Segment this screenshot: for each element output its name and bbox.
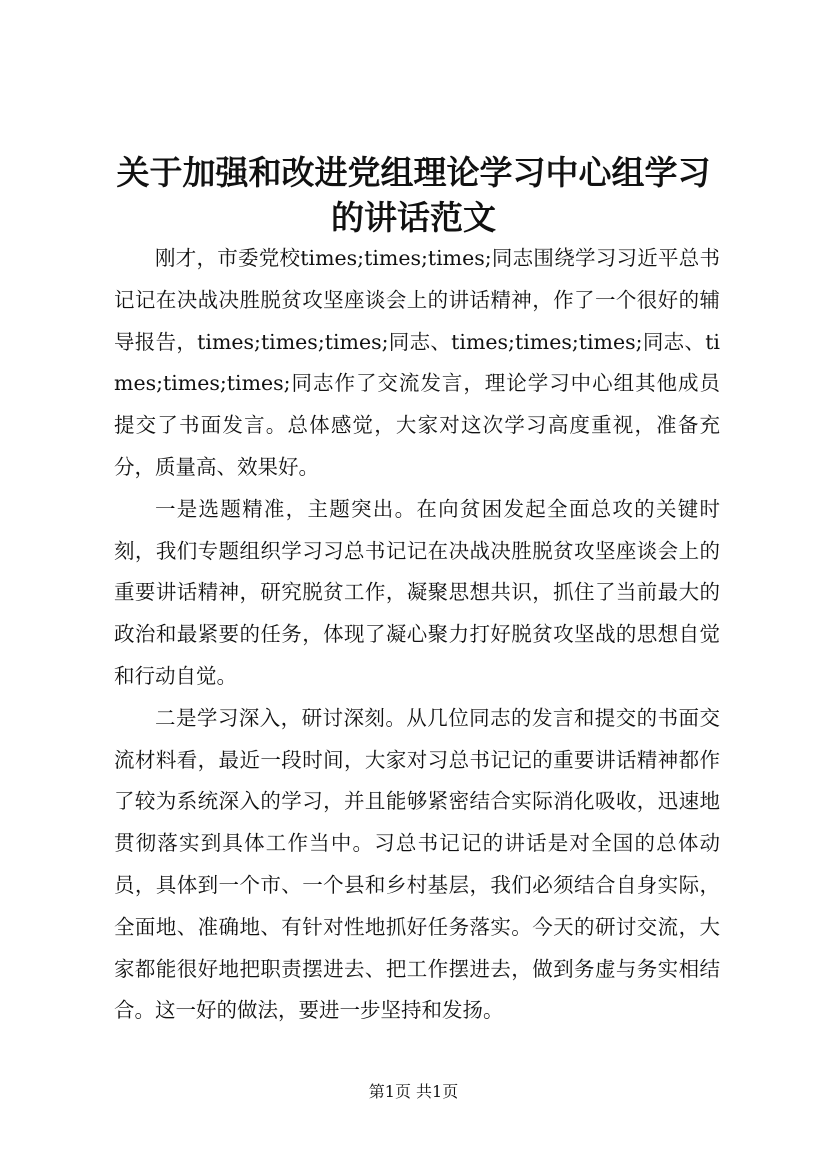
paragraph-2: 一是选题精准，主题突出。在向贫困发起全面总攻的关键时刻，我们专题组织学习习总书记记在决战决胜脱贫攻坚座谈会上的重要讲话精神，研究脱贫工作，凝聚思想共识，抓住了当前最大的政治和最紧要的任务，体现了凝心聚力打好脱贫攻坚战的思想自觉和行动自觉。 [114, 496, 720, 688]
page-footer: 第1页 共1页 [368, 1082, 459, 1101]
paragraph-3: 二是学习深入，研讨深刻。从几位同志的发言和提交的书面交流材料看，最近一段时间，大家对习总书记记的重要讲话精神都作了较为系统深入的学习，并且能够紧密结合实际消化吸收，迅速地贯彻落实到具体工作当中。习总书记记的讲话是对全国的总体动员，具体到一个市、一个县和乡村基层，我们必须结合自身实际，全面地、准确地、有针对性地抓好任务落实。今天的研讨交流，大家都能很好地把职责摆进去、把工作摆进去，做到务虚与务实相结合。这一好的做法，要进一步坚持和发扬。 [114, 705, 720, 1023]
paragraph-1: 刚才，市委党校times;times;times;同志围绕学习习近平总书记记在决战决胜脱贫攻坚座谈会上的讲话精神，作了一个很好的辅导报告，times;times;times;同志、times;times;times;同志、times;times;times;同志作了交流发言，理论学习中心组其他成员提交了书面发言。总体感觉，大家对这次学习高度重视，准备充分，质量高、效果好。 [114, 246, 720, 479]
document-body [114, 238, 720, 1032]
document-title: 关于加强和改进党组理论学习中心组学习的讲话范文 [116, 153, 711, 237]
